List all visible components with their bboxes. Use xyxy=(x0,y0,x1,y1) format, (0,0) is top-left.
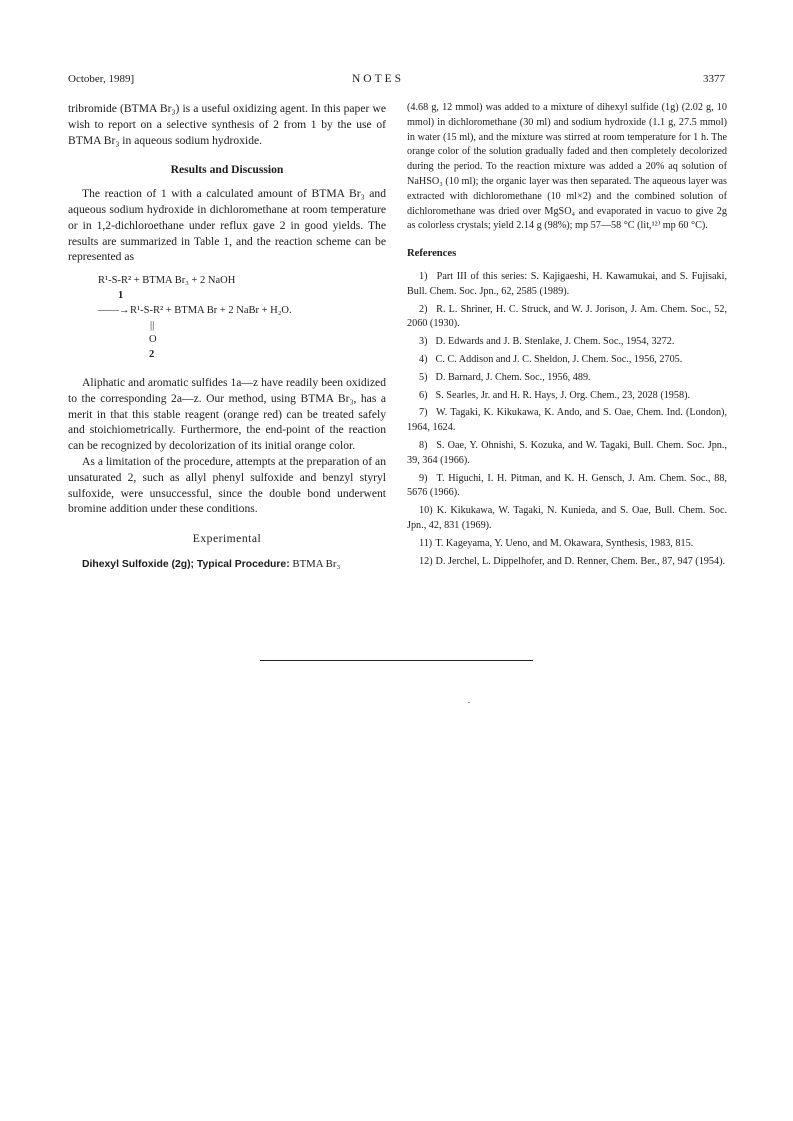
procedure-paragraph: (4.68 g, 12 mmol) was added to a mixture of dihexyl sulfide (1g) (2.02 g, 10 mmol) in dichloromethane (30 ml) and sodium hydroxide (1.1 g, 27.5 mmol) in water (15 ml), and the mixture was stirred at room temperature for 1 h. The orange color of the solution gradually faded and then completely decolorized during the period. To the reaction mixture was added a 20% aq solution of NaHSO₃ (10 ml); the organic layer was then separated. The aqueous layer was extracted with dichloromethane (10 ml×2) and the combined solution of dichloromethane was dried over MgSO₄ and evaporated in vacuo to give 2g as colorless crystals; yield 2.14 g (98%); mp 57—58 °C (lit,¹²⁾ mp 60 °C). xyxy=(407,102,727,232)
reference-text: D. Barnard, J. Chem. Soc., 1956, 489. xyxy=(435,371,591,383)
reference-number: 10) xyxy=(419,505,433,517)
reference-text: C. C. Addison and J. C. Sheldon, J. Chem. Soc., 1956, 2705. xyxy=(435,353,683,365)
reference-number: 6) xyxy=(419,389,428,401)
reference-item xyxy=(407,406,727,436)
reference-item xyxy=(407,389,727,404)
scheme-product-line xyxy=(98,304,386,319)
reference-number: 2) xyxy=(419,303,428,315)
reference-number: 9) xyxy=(419,472,428,484)
reference-number: 8) xyxy=(419,439,428,451)
reference-text: R. L. Shriner, H. C. Struck, and W. J. Jorison, J. Am. Chem. Soc., 52, 2060 (1930). xyxy=(407,303,727,330)
reference-text: T. Kageyama, Y. Ueno, and M. Okawara, Synthesis, 1983, 815. xyxy=(435,537,694,549)
reference-number: 11) xyxy=(419,537,433,549)
scheme-label-2: 2 xyxy=(149,349,155,361)
scheme-label-1: 1 xyxy=(118,289,124,301)
reference-item xyxy=(407,270,727,300)
reference-number: 12) xyxy=(419,555,433,567)
reference-number: 1) xyxy=(419,270,428,282)
references-heading: References xyxy=(407,248,457,260)
reference-text: D. Edwards and J. B. Stenlake, J. Chem. Soc., 1954, 3272. xyxy=(435,336,675,348)
results-heading: Results and Discussion xyxy=(170,163,284,177)
reference-item xyxy=(407,303,727,333)
scheme-oxygen: O xyxy=(149,334,157,346)
scheme-double-bond: || xyxy=(150,319,155,331)
procedure-start: BTMA Br₃ xyxy=(292,557,341,570)
reference-text: K. Kikukawa, W. Tagaki, N. Kunieda, and S. Oae, Bull. Chem. Soc. Jpn., 42, 831 (1969). xyxy=(407,505,728,531)
reference-text: S. Searles, Jr. and H. R. Hays, J. Org. Chem., 23, 2028 (1958). xyxy=(435,389,691,401)
reference-item xyxy=(407,353,727,368)
reference-item xyxy=(407,504,727,534)
reference-item xyxy=(407,555,727,570)
reference-number: 3) xyxy=(419,336,428,348)
running-header-section: NOTES xyxy=(352,73,405,85)
references-list xyxy=(407,270,727,569)
reference-text: Part III of this series: S. Kajigaeshi, H. Kawamukai, and S. Fujisaki, Bull. Chem. Soc. Jpn., 62, 2585 (1989). xyxy=(407,270,727,297)
reaction-arrow: ——→ xyxy=(98,304,130,316)
reference-text: D. Jerchel, L. Dippelhofer, and D. Renner, Chem. Ber., 87, 947 (1954). xyxy=(435,555,726,567)
reference-item xyxy=(407,439,727,469)
discussion-paragraph: Aliphatic and aromatic sulfides 1a—z have readily been oxidized to the corresponding 2a—z. Our method, using BTMA Br₃, has a merit in that this stable reagent (orange red) can be treated safely and stoichiometrically. Furthermore, the end-point of the reaction can be recognized by decolorization of its initial orange color. xyxy=(68,375,386,453)
reference-item xyxy=(407,537,727,552)
reference-item xyxy=(407,335,727,350)
reference-text: W. Tagaki, K. Kikukawa, K. Ando, and S. Oae, Chem. Ind. (London), 1964, 1624. xyxy=(407,407,727,434)
scan-speck xyxy=(468,702,470,703)
reference-text: S. Oae, Y. Ohnishi, S. Kozuka, and W. Tagaki, Bull. Chem. Soc. Jpn., 39, 364 (1966). xyxy=(407,439,727,466)
reference-text: T. Higuchi, I. H. Pitman, and K. H. Gensch, J. Am. Chem. Soc., 88, 5676 (1966). xyxy=(407,472,727,499)
results-paragraph: The reaction of 1 with a calculated amount of BTMA Br₃ and aqueous sodium hydroxide in dichloromethane at room temperature or in 1,2-dichloroethane under reflux gave 2 in good yields. The results are summarized in Table 1, and the reaction scheme can be represented as xyxy=(68,187,386,264)
procedure-title-line xyxy=(68,557,386,573)
scheme-products: R¹-S-R² + BTMA Br + 2 NaBr + H₂O. xyxy=(130,304,292,316)
page-number: 3377 xyxy=(703,73,725,85)
reference-number: 7) xyxy=(419,407,428,419)
running-header-date: October, 1989] xyxy=(68,73,135,85)
experimental-heading: Experimental xyxy=(192,532,262,546)
reaction-scheme xyxy=(98,274,386,363)
scheme-reactants: R¹-S-R² + BTMA Br₃ + 2 NaOH xyxy=(98,275,236,287)
reference-item xyxy=(407,472,727,502)
limitation-paragraph: As a limitation of the procedure, attempts at the preparation of an unsaturated 2, such as allyl phenyl sulfoxide and benzyl styryl sulfoxide, were unsuccessful, since the double bond underwent bromine addition under these conditions. xyxy=(68,454,386,516)
left-column xyxy=(68,101,386,573)
intro-paragraph: tribromide (BTMA Br₃) is a useful oxidizing agent. In this paper we wish to report on a selective synthesis of 2 from 1 by the use of BTMA Br₃ in aqueous sodium hydroxide. xyxy=(68,102,386,147)
reference-number: 5) xyxy=(419,371,428,383)
procedure-title: Dihexyl Sulfoxide (2g); Typical Procedure: xyxy=(82,558,290,570)
reference-number: 4) xyxy=(419,353,428,365)
reference-item xyxy=(407,371,727,386)
end-rule xyxy=(260,660,533,661)
right-column xyxy=(407,101,727,572)
